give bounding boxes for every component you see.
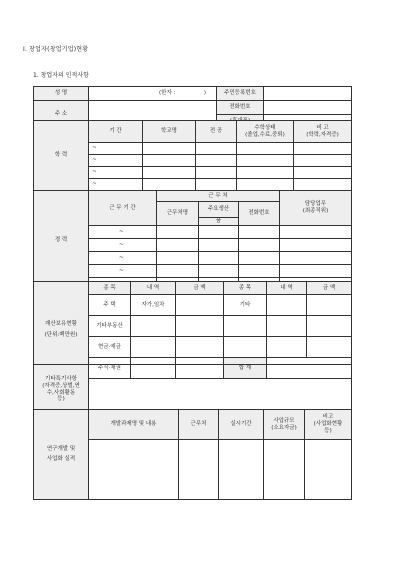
edu-header-school: 학교명 (143, 121, 196, 143)
career-cell[interactable] (157, 252, 199, 265)
asset-house-label: 주 택 (89, 295, 131, 316)
edu-note-line2: (학력,자격증) (306, 131, 339, 138)
scale-line1: 사업규모 (273, 417, 295, 424)
career-period-cell[interactable]: ~ (89, 265, 157, 278)
misc-line2: (자격증,상벌,연 (42, 382, 80, 389)
misc-line4: 등) (57, 396, 65, 403)
assets-header-item2: 종 목 (224, 282, 267, 295)
phone-label: 전화번호 (217, 101, 264, 115)
asset-house-detail[interactable]: 자가,임차 (131, 295, 176, 316)
career-cell[interactable] (239, 265, 280, 278)
edu-cell[interactable] (196, 155, 237, 167)
education-table (33, 120, 352, 191)
asset-total-label: 합 계 (224, 358, 267, 379)
career-period-cell[interactable]: ~ (89, 252, 157, 265)
career-period-cell[interactable]: ~ (89, 226, 157, 239)
edu-cell[interactable] (294, 167, 352, 179)
edu-cell[interactable] (143, 155, 196, 167)
career-label: 경 력 (34, 191, 89, 291)
misc-value[interactable] (89, 365, 352, 415)
edu-header-note (294, 121, 352, 143)
research-task-value[interactable] (89, 440, 179, 500)
asset-stocks-label: 주식·채권 (89, 358, 131, 379)
career-cell[interactable] (280, 226, 352, 239)
asset-cell[interactable] (131, 316, 176, 337)
section-subheading: 1. 창업자의 인적사항 (33, 72, 89, 79)
career-cell[interactable] (239, 252, 280, 265)
career-header-company: 근무처명 (157, 202, 199, 226)
scale-line2: (소요자금) (271, 424, 297, 431)
career-header-phone: 전화번호 (239, 202, 280, 226)
note-line3: 등) (324, 427, 332, 434)
research-org-value[interactable] (179, 440, 219, 500)
assets-label-line1: 재산보유현황 (45, 321, 77, 328)
edu-header-major: 전 공 (196, 121, 237, 143)
career-cell[interactable] (239, 239, 280, 252)
hanja-label: (한자 : (159, 90, 176, 97)
hanja-close: ) (203, 90, 206, 97)
edu-period-cell[interactable]: ~ (89, 143, 143, 155)
edu-cell[interactable] (196, 179, 237, 191)
career-cell[interactable] (199, 252, 239, 265)
edu-status-line2: (졸업,수료,중퇴) (245, 131, 285, 138)
assets-header-item: 종 목 (89, 282, 131, 295)
research-label-line2: 사업화 실적 (46, 456, 76, 462)
asset-house-amount[interactable] (176, 295, 224, 316)
assets-header-amount: 금 액 (176, 282, 224, 295)
edu-cell[interactable] (237, 179, 294, 191)
duty-line2: (최종직위) (302, 208, 329, 214)
misc-label (34, 365, 89, 415)
edu-cell[interactable] (196, 167, 237, 179)
asset-cell[interactable] (224, 337, 267, 358)
asset-other-detail[interactable] (267, 295, 307, 316)
asset-other-label: 기타 (224, 295, 267, 316)
edu-cell[interactable] (143, 143, 196, 155)
career-cell[interactable] (239, 226, 280, 239)
misc-line1: 기타특기사항 (45, 375, 77, 382)
edu-cell[interactable] (294, 179, 352, 191)
asset-cell[interactable] (176, 337, 224, 358)
edu-note-line1: 비 고 (316, 124, 329, 131)
career-cell[interactable] (157, 265, 199, 278)
research-header-note (305, 410, 352, 440)
edu-cell[interactable] (294, 143, 352, 155)
career-cell[interactable] (280, 239, 352, 252)
asset-cell[interactable] (307, 316, 352, 337)
assets-label-unit: (단위:백만원) (44, 332, 78, 338)
asset-real-estate-label: 기타부동산 (89, 316, 131, 337)
asset-other-amount[interactable] (307, 295, 352, 316)
edu-cell[interactable] (294, 155, 352, 167)
career-header-product: 주요생산 (199, 202, 239, 218)
edu-header-period: 기 간 (89, 121, 143, 143)
misc-line3: 수,사회활동 (46, 389, 76, 396)
asset-cell[interactable] (267, 337, 307, 358)
edu-period-cell[interactable]: ~ (89, 167, 143, 179)
career-cell[interactable] (199, 226, 239, 239)
edu-cell[interactable] (237, 155, 294, 167)
career-header-product2: 품 (199, 218, 239, 226)
name-value-cell[interactable] (89, 87, 217, 101)
resident-number-value[interactable] (264, 87, 352, 101)
section-heading: Ⅰ. 창업자(창업기업)현황 (23, 46, 89, 53)
career-cell[interactable] (157, 239, 199, 252)
career-cell[interactable] (199, 265, 239, 278)
edu-cell[interactable] (143, 167, 196, 179)
edu-header-status (237, 121, 294, 143)
research-header-period: 실시기간 (219, 410, 264, 440)
edu-cell[interactable] (196, 143, 237, 155)
career-header-period: 근 무 기 간 (89, 191, 157, 226)
note-line2: (사업화현황 (313, 421, 343, 428)
edu-cell[interactable] (237, 143, 294, 155)
assets-header-amount2: 금 액 (307, 282, 352, 295)
research-label (34, 410, 89, 500)
career-header-workplace: 근 무 처 (157, 191, 280, 202)
research-header-task: 개발과제명 및 내용 (89, 410, 179, 440)
assets-header-detail2: 내 역 (267, 282, 307, 295)
asset-cell[interactable] (176, 316, 224, 337)
name-label: 성 명 (34, 87, 89, 101)
asset-deposits-label: 현금·예금 (89, 337, 131, 358)
assets-header-detail: 내 역 (131, 282, 176, 295)
career-cell[interactable] (157, 226, 199, 239)
research-note-value[interactable] (305, 440, 352, 500)
career-cell[interactable] (199, 239, 239, 252)
asset-cell[interactable] (307, 337, 352, 358)
misc-table (33, 364, 352, 415)
career-period-cell[interactable]: ~ (89, 239, 157, 252)
research-header-org: 근무처 (179, 410, 219, 440)
research-table (33, 409, 352, 500)
edu-cell[interactable] (143, 179, 196, 191)
career-cell[interactable] (280, 252, 352, 265)
address-label: 주 소 (34, 101, 89, 129)
asset-cell[interactable] (224, 316, 267, 337)
research-period-value[interactable] (219, 440, 264, 500)
edu-period-cell[interactable]: ~ (89, 179, 143, 191)
career-cell[interactable] (280, 265, 352, 278)
asset-cell[interactable] (131, 337, 176, 358)
resident-number-label: 주민등록번호 (217, 87, 264, 101)
asset-cell[interactable] (267, 316, 307, 337)
research-header-scale (264, 410, 305, 440)
note-line1: 비고 (322, 414, 334, 421)
phone-value[interactable] (264, 101, 352, 115)
duty-line1: 담당업무 (304, 201, 327, 208)
career-table (33, 190, 352, 291)
research-scale-value[interactable] (264, 440, 305, 500)
research-label-line1: 연구개발 및 (46, 446, 76, 453)
edu-status-line1: 수학상태 (254, 124, 276, 131)
career-header-duty (280, 191, 352, 226)
edu-cell[interactable] (237, 167, 294, 179)
edu-period-cell[interactable]: ~ (89, 155, 143, 167)
education-label: 학 력 (34, 121, 89, 191)
